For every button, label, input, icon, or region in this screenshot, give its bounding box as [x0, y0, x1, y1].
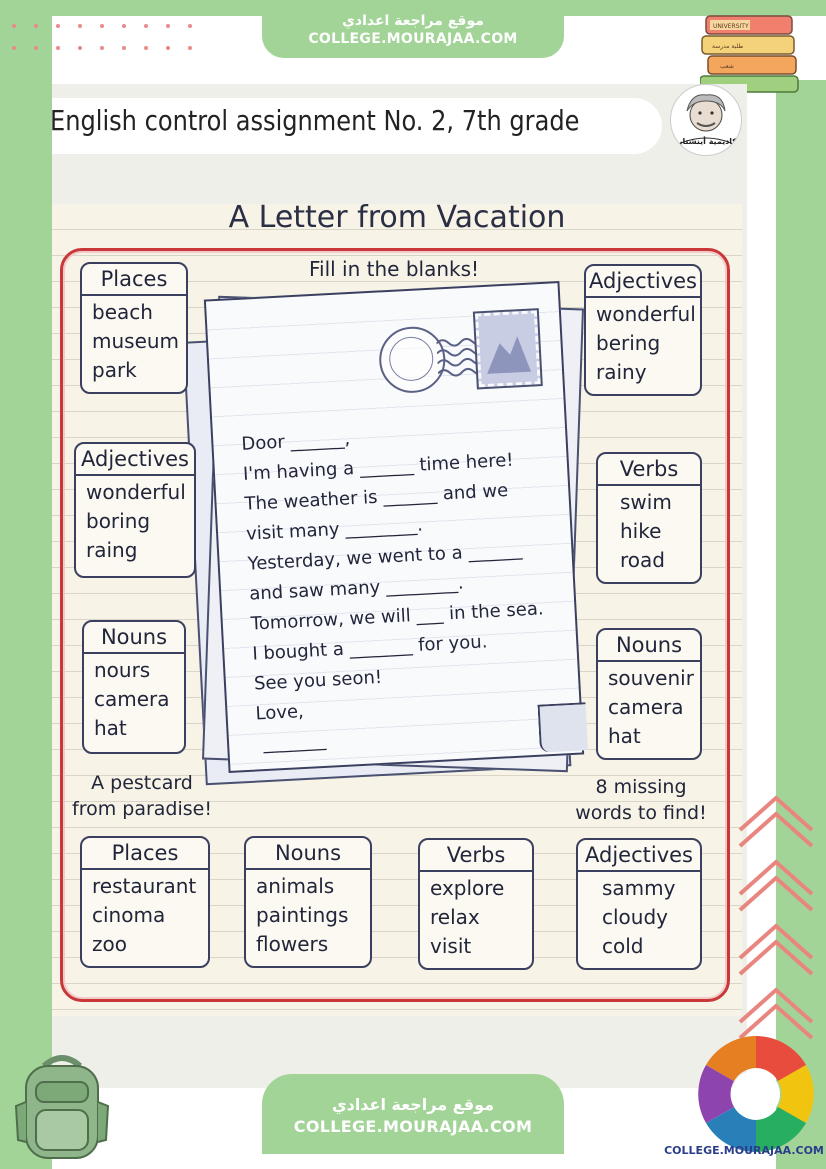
box-verbs-right	[596, 452, 702, 584]
box-header: Nouns	[84, 622, 184, 654]
page-title: English control assignment No. 2, 7th grade	[50, 104, 580, 137]
box-header: Nouns	[598, 630, 700, 662]
box-places-bottom	[80, 836, 210, 968]
word-item: flowers	[256, 932, 329, 956]
word-item: explore	[430, 876, 505, 900]
letter-line: Door ______,	[240, 428, 351, 455]
box-header: Verbs	[598, 454, 700, 486]
word-item: road	[620, 548, 665, 572]
word-item: rainy	[596, 360, 647, 384]
svg-text:UNIVERSITY: UNIVERSITY	[713, 23, 749, 30]
left-note: A pestcard from paradise!	[72, 772, 212, 820]
worksheet	[52, 204, 742, 1016]
box-adjectives-left	[74, 442, 196, 578]
box-nouns-left	[82, 620, 186, 754]
word-item: relax	[430, 905, 480, 929]
word-item: raing	[86, 538, 138, 562]
bottom-banner-arabic: موقع مراجعة اعدادي	[331, 1095, 495, 1114]
box-header: Places	[82, 838, 208, 870]
right-note: 8 missing words to find!	[575, 776, 707, 824]
letter-line: See you seon!	[253, 666, 383, 695]
word-item: nours	[94, 658, 151, 682]
word-item: hat	[608, 724, 641, 748]
word-item: sammy	[602, 876, 676, 900]
bottom-banner[interactable]	[262, 1074, 564, 1154]
word-item: cold	[602, 934, 644, 958]
letter-line: and saw many ________.	[248, 572, 465, 605]
bottom-banner-url[interactable]: COLLEGE.MOURAJAA.COM	[293, 1117, 533, 1136]
word-item: camera	[94, 687, 170, 711]
letter-line: I'm having a ______ time here!	[242, 449, 515, 485]
box-verbs-bottom	[418, 838, 534, 970]
avatar	[670, 84, 742, 156]
letter-line: I bought a _______ for you.	[251, 631, 488, 665]
letter-sheet	[204, 281, 584, 773]
top-banner[interactable]	[262, 6, 564, 58]
box-nouns-bottom	[244, 836, 372, 968]
word-item: cinoma	[92, 903, 166, 927]
word-item: hat	[94, 716, 127, 740]
letter-line: Love,	[255, 700, 305, 725]
letter-line: visit many ________.	[245, 514, 424, 545]
svg-text:طلبة مدرسة: طلبة مدرسة	[712, 43, 744, 50]
word-item: wonderful	[596, 302, 696, 326]
box-header: Nouns	[246, 838, 370, 870]
word-item: souvenir	[608, 666, 694, 690]
word-item: boring	[86, 509, 151, 533]
letter-line: _______	[262, 729, 327, 755]
top-banner-arabic: موقع مراجعة اعدادي	[342, 13, 484, 29]
frame-left-band	[0, 0, 52, 1169]
word-item: restaurant	[92, 874, 197, 898]
word-item: hike	[620, 519, 662, 543]
chevron-up-icon	[734, 790, 818, 1040]
word-item: swim	[620, 490, 672, 514]
letter-line: The weather is ______ and we	[244, 479, 509, 515]
logo-text[interactable]: COLLEGE.MOURAJAA.COM	[664, 1144, 824, 1157]
instruction-text: Fill in the blanks!	[308, 257, 480, 281]
word-item: zoo	[92, 932, 127, 956]
box-adjectives-top	[584, 264, 702, 396]
word-item: bering	[596, 331, 661, 355]
word-item: camera	[608, 695, 684, 719]
backpack-icon	[14, 1052, 110, 1162]
box-adjectives-bottom	[576, 838, 702, 970]
letter-line: Yesterday, we went to a ______	[247, 539, 523, 575]
word-item: wonderful	[86, 480, 186, 504]
word-item: beach	[92, 300, 153, 324]
dot-decoration	[6, 22, 206, 58]
avatar-caption: أكاديمية أينشتاين	[672, 137, 740, 146]
word-item: animals	[256, 874, 335, 898]
box-header: Adjectives	[578, 840, 700, 872]
box-places-top	[80, 262, 188, 394]
word-item: museum	[92, 329, 180, 353]
svg-text:شعب: شعب	[720, 63, 734, 70]
word-item: visit	[430, 934, 472, 958]
box-header: Places	[82, 264, 186, 296]
word-item: cloudy	[602, 905, 668, 929]
site-logo-icon	[694, 1024, 818, 1164]
box-header: Verbs	[420, 840, 532, 872]
box-nouns-right	[596, 628, 702, 760]
stamp-icon	[475, 310, 541, 387]
word-item: paintings	[256, 903, 349, 927]
letter-line: Tomorrow, we will ___ in the sea.	[250, 598, 545, 635]
box-header: Adjectives	[76, 444, 194, 476]
page-curl	[537, 702, 587, 752]
box-header: Adjectives	[586, 266, 700, 298]
letter-text	[241, 413, 578, 759]
worksheet-heading: A Letter from Vacation	[228, 204, 566, 235]
word-item: park	[92, 358, 137, 382]
top-banner-url[interactable]: COLLEGE.MOURAJAA.COM	[308, 31, 518, 47]
